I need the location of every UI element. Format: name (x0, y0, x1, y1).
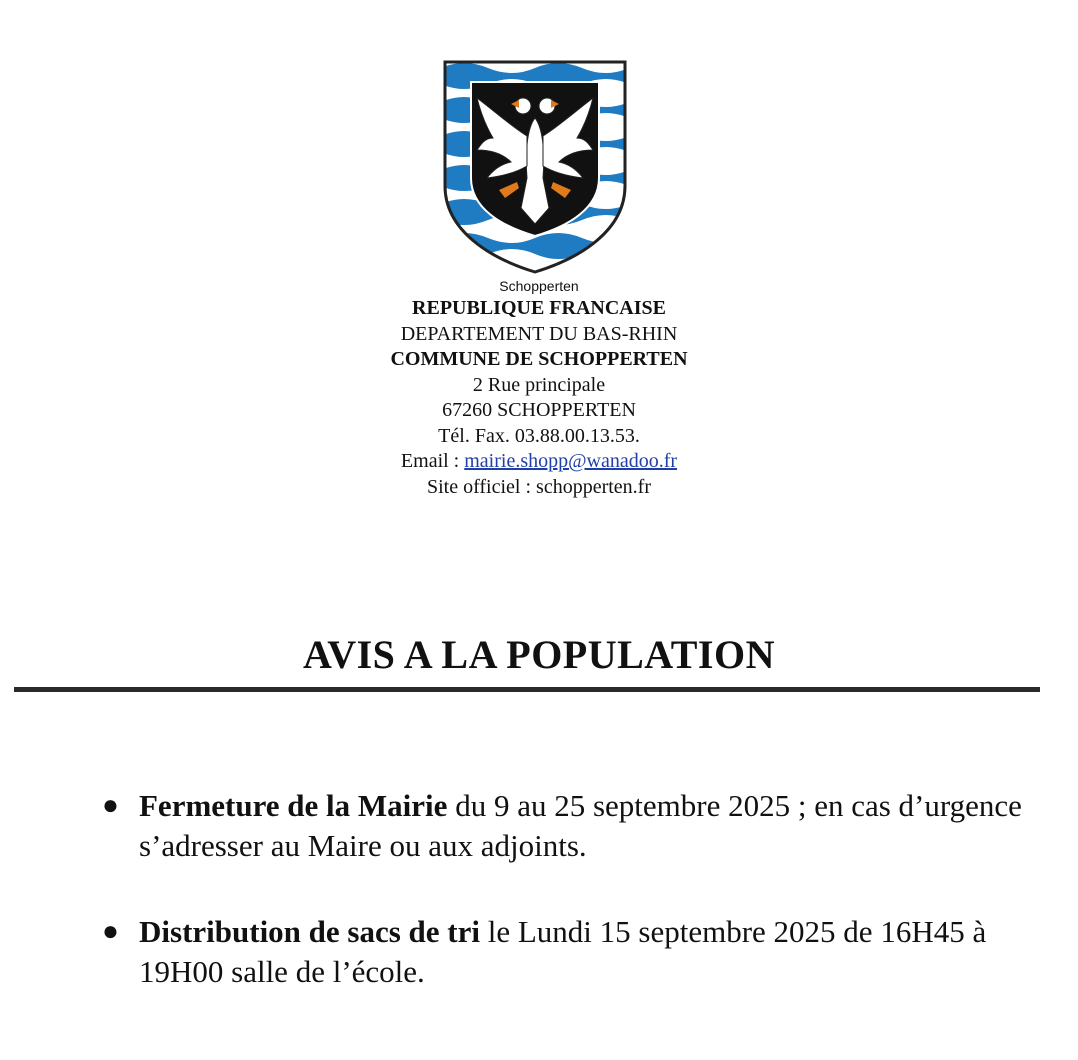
department-line: DEPARTEMENT DU BAS-RHIN (400, 322, 678, 345)
notice-text: du 9 au 25 septembre 2025 ; en cas d’urgence s’adresser au Maire ou aux adjoints. (139, 788, 1022, 863)
list-item (102, 786, 1032, 866)
country-line: REPUBLIQUE FRANCAISE (412, 297, 666, 319)
notice-heading: Distribution de sacs de tri (139, 914, 480, 949)
notice-text: le Lundi 15 septembre 2025 de 16H45 à 19H00 salle de l’école. (139, 914, 987, 989)
email-label: Email : (400, 450, 465, 472)
notice-list (102, 786, 1032, 1038)
coat-of-arms-icon (441, 58, 629, 274)
notice-title: AVIS A LA POPULATION (303, 632, 775, 677)
email-line (239, 449, 839, 475)
notice-heading: Fermeture de la Mairie (139, 788, 448, 823)
phone-line: Tél. Fax. 03.88.00.13.53. (438, 424, 640, 447)
street-line: 2 Rue principale (472, 373, 606, 396)
city-line: 67260 SCHOPPERTEN (442, 399, 636, 421)
list-item (102, 912, 1032, 992)
crest-caption: Schopperten (499, 278, 579, 294)
site-line: Site officiel : schopperten.fr (426, 475, 651, 498)
bullet-icon: ● (102, 790, 119, 821)
bullet-icon: ● (102, 916, 119, 947)
commune-line: COMMUNE DE SCHOPPERTEN (390, 348, 688, 370)
letterhead (239, 276, 839, 500)
title-divider (14, 687, 1040, 692)
email-link[interactable]: mairie.shopp@wanadoo.fr (464, 450, 678, 472)
